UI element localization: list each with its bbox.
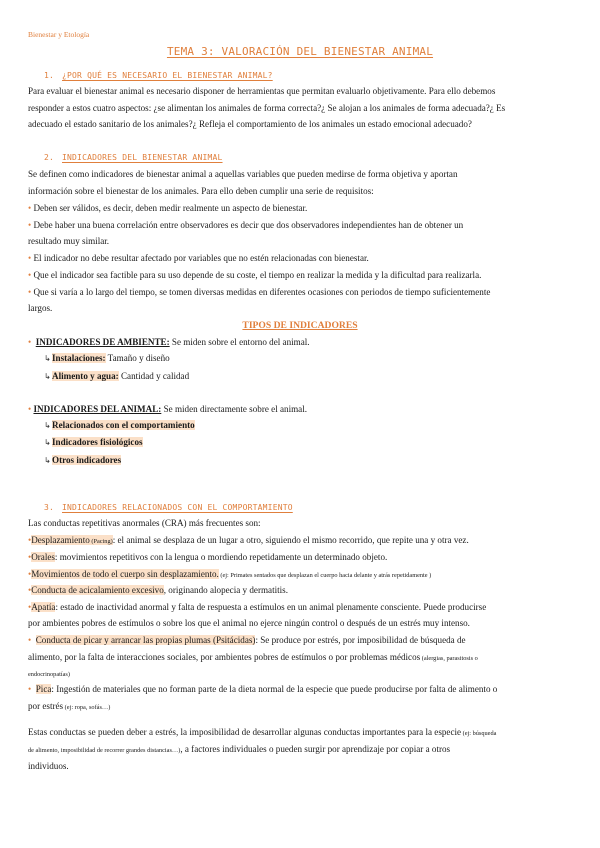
- section-1-heading: 1. ¿POR QUÉ ES NECESARIO EL BIENESTAR ANIMAL?: [44, 71, 273, 80]
- behavior-item-feather-pecking-continued: alimento, por la falta de interacciones sociales, por ambientes pobres de estímulos o por problemas médicos (alergias, parasitosis o: [28, 652, 478, 662]
- section-3-intro: Las conductas repetitivas anormales (CRA) más frecuentes son:: [28, 518, 261, 528]
- indicator-types-subheading: TIPOS DE INDICADORES: [242, 320, 358, 331]
- closing-paragraph-line: individuos.: [28, 761, 69, 771]
- behavior-item-feather-pecking-continued: endocrinopatías): [28, 671, 70, 678]
- section-1-text-line: Para evaluar el bienestar animal es necesario disponer de herramientas que permitan evaluarlo objetivamente. Para ello debemos: [28, 86, 496, 96]
- behavior-item-oral: •Orales: movimientos repetitivos con la lengua o mordiendo repetidamente un determinado objeto.: [28, 552, 388, 562]
- closing-paragraph-line: de alimento, imposibilidad de recorrer grandes distancias…), a factores individuales o pueden surgir por aprendizaje por copiar a otros: [28, 744, 451, 754]
- behavior-item-grooming: •Conducta de acicalamiento excesivo, originando alopecia y dermatitis.: [28, 585, 288, 595]
- behavior-item-pacing: •Desplazamiento (Pacing): el animal se desplaza de un lugar a otro, siguiendo el mismo recorrido, que repite una y otra vez.: [28, 535, 469, 545]
- requirement-item-continued: resultado muy similar.: [28, 236, 110, 246]
- behavior-item-pica-continued: por estrés (ej: ropa, sofás…): [28, 701, 111, 711]
- section-2-intro-line: Se definen como indicadores de bienestar animal a aquellas variables que pueden medirse de forma objetiva y aportan: [28, 169, 458, 179]
- behavior-item-body-movement: •Movimientos de todo el cuerpo sin desplazamiento. (ej: Primates sentados que desplazan el cuerpo hacia delante y atrás repetidamente ): [28, 569, 432, 579]
- behavior-item-apathy-continued: por ambientes pobres de estímulos o sobre los que el animal no ejerce ningún control o después de un estrés muy intenso.: [28, 618, 470, 628]
- environment-indicator-item: ↳Alimento y agua: Cantidad y calidad: [44, 371, 190, 381]
- behavior-item-apathy: •Apatía: estado de inactividad anormal y falta de respuesta a estímulos en un animal plenamente consciente. Puede producirse: [28, 602, 487, 612]
- animal-indicator-item: ↳Relacionados con el comportamiento: [44, 420, 195, 430]
- requirement-item: • Que el indicador sea factible para su uso depende de su coste, el tiempo en realizar la medida y la dificultad para realizarla.: [28, 270, 482, 280]
- animal-indicators: • INDICADORES DEL ANIMAL: Se miden directamente sobre el animal.: [28, 404, 308, 414]
- animal-indicator-item: ↳Otros indicadores: [44, 455, 122, 465]
- behavior-item-pica: • Pica: Ingestión de materiales que no forman parte de la dieta normal de la especie que puede producirse por falta de alimento o: [28, 684, 498, 694]
- closing-paragraph-line: Estas conductas se pueden deber a estrés, la imposibilidad de desarrollar algunas conductas importantes para la especie (ej: búsqueda: [28, 727, 497, 737]
- section-1-text-line: responder a estos cuatro aspectos: ¿se alimentan los animales de forma correcta?¿ Se alojan a los animales de forma adecuada?¿ Es: [28, 103, 506, 113]
- section-2-intro-line: información sobre el bienestar de los animales. Para ello deben cumplir una serie de requisitos:: [28, 186, 374, 196]
- behavior-item-feather-pecking: • Conducta de picar y arrancar las propias plumas (Psitácidas): Se produce por estrés, por imposibilidad de búsqueda de: [28, 635, 466, 645]
- requirement-item: • El indicador no debe resultar afectado por variables que no estén relacionadas con bienestar.: [28, 253, 369, 263]
- animal-indicator-item: ↳Indicadores fisiológicos: [44, 437, 143, 447]
- requirement-item: • Deben ser válidos, es decir, deben medir realmente un aspecto de bienestar.: [28, 203, 308, 213]
- document-title: TEMA 3: VALORACIÓN DEL BIENESTAR ANIMAL: [166, 45, 434, 58]
- section-3-heading: 3. INDICADORES RELACIONADOS CON EL COMPORTAMIENTO: [44, 503, 293, 512]
- requirement-item: • Debe haber una buena correlación entre observadores es decir que dos observadores independientes han de obtener un: [28, 220, 464, 230]
- environment-indicator-item: ↳Instalaciones: Tamaño y diseño: [44, 353, 170, 363]
- environment-indicators: • INDICADORES DE AMBIENTE: Se miden sobre el entorno del animal.: [28, 337, 310, 347]
- requirement-item: • Que si varía a lo largo del tiempo, se tomen diversas medidas en diferentes ocasiones con periodos de tiempo suficientemente: [28, 287, 491, 297]
- running-header: Bienestar y Etología: [28, 30, 90, 39]
- requirement-item-continued: largos.: [28, 303, 53, 313]
- section-2-heading: 2. INDICADORES DEL BIENESTAR ANIMAL: [44, 153, 223, 162]
- section-1-text-line: adecuado el estado sanitario de los animales?¿ Refleja el comportamiento de los animales un estado emocional adecuado?: [28, 119, 472, 129]
